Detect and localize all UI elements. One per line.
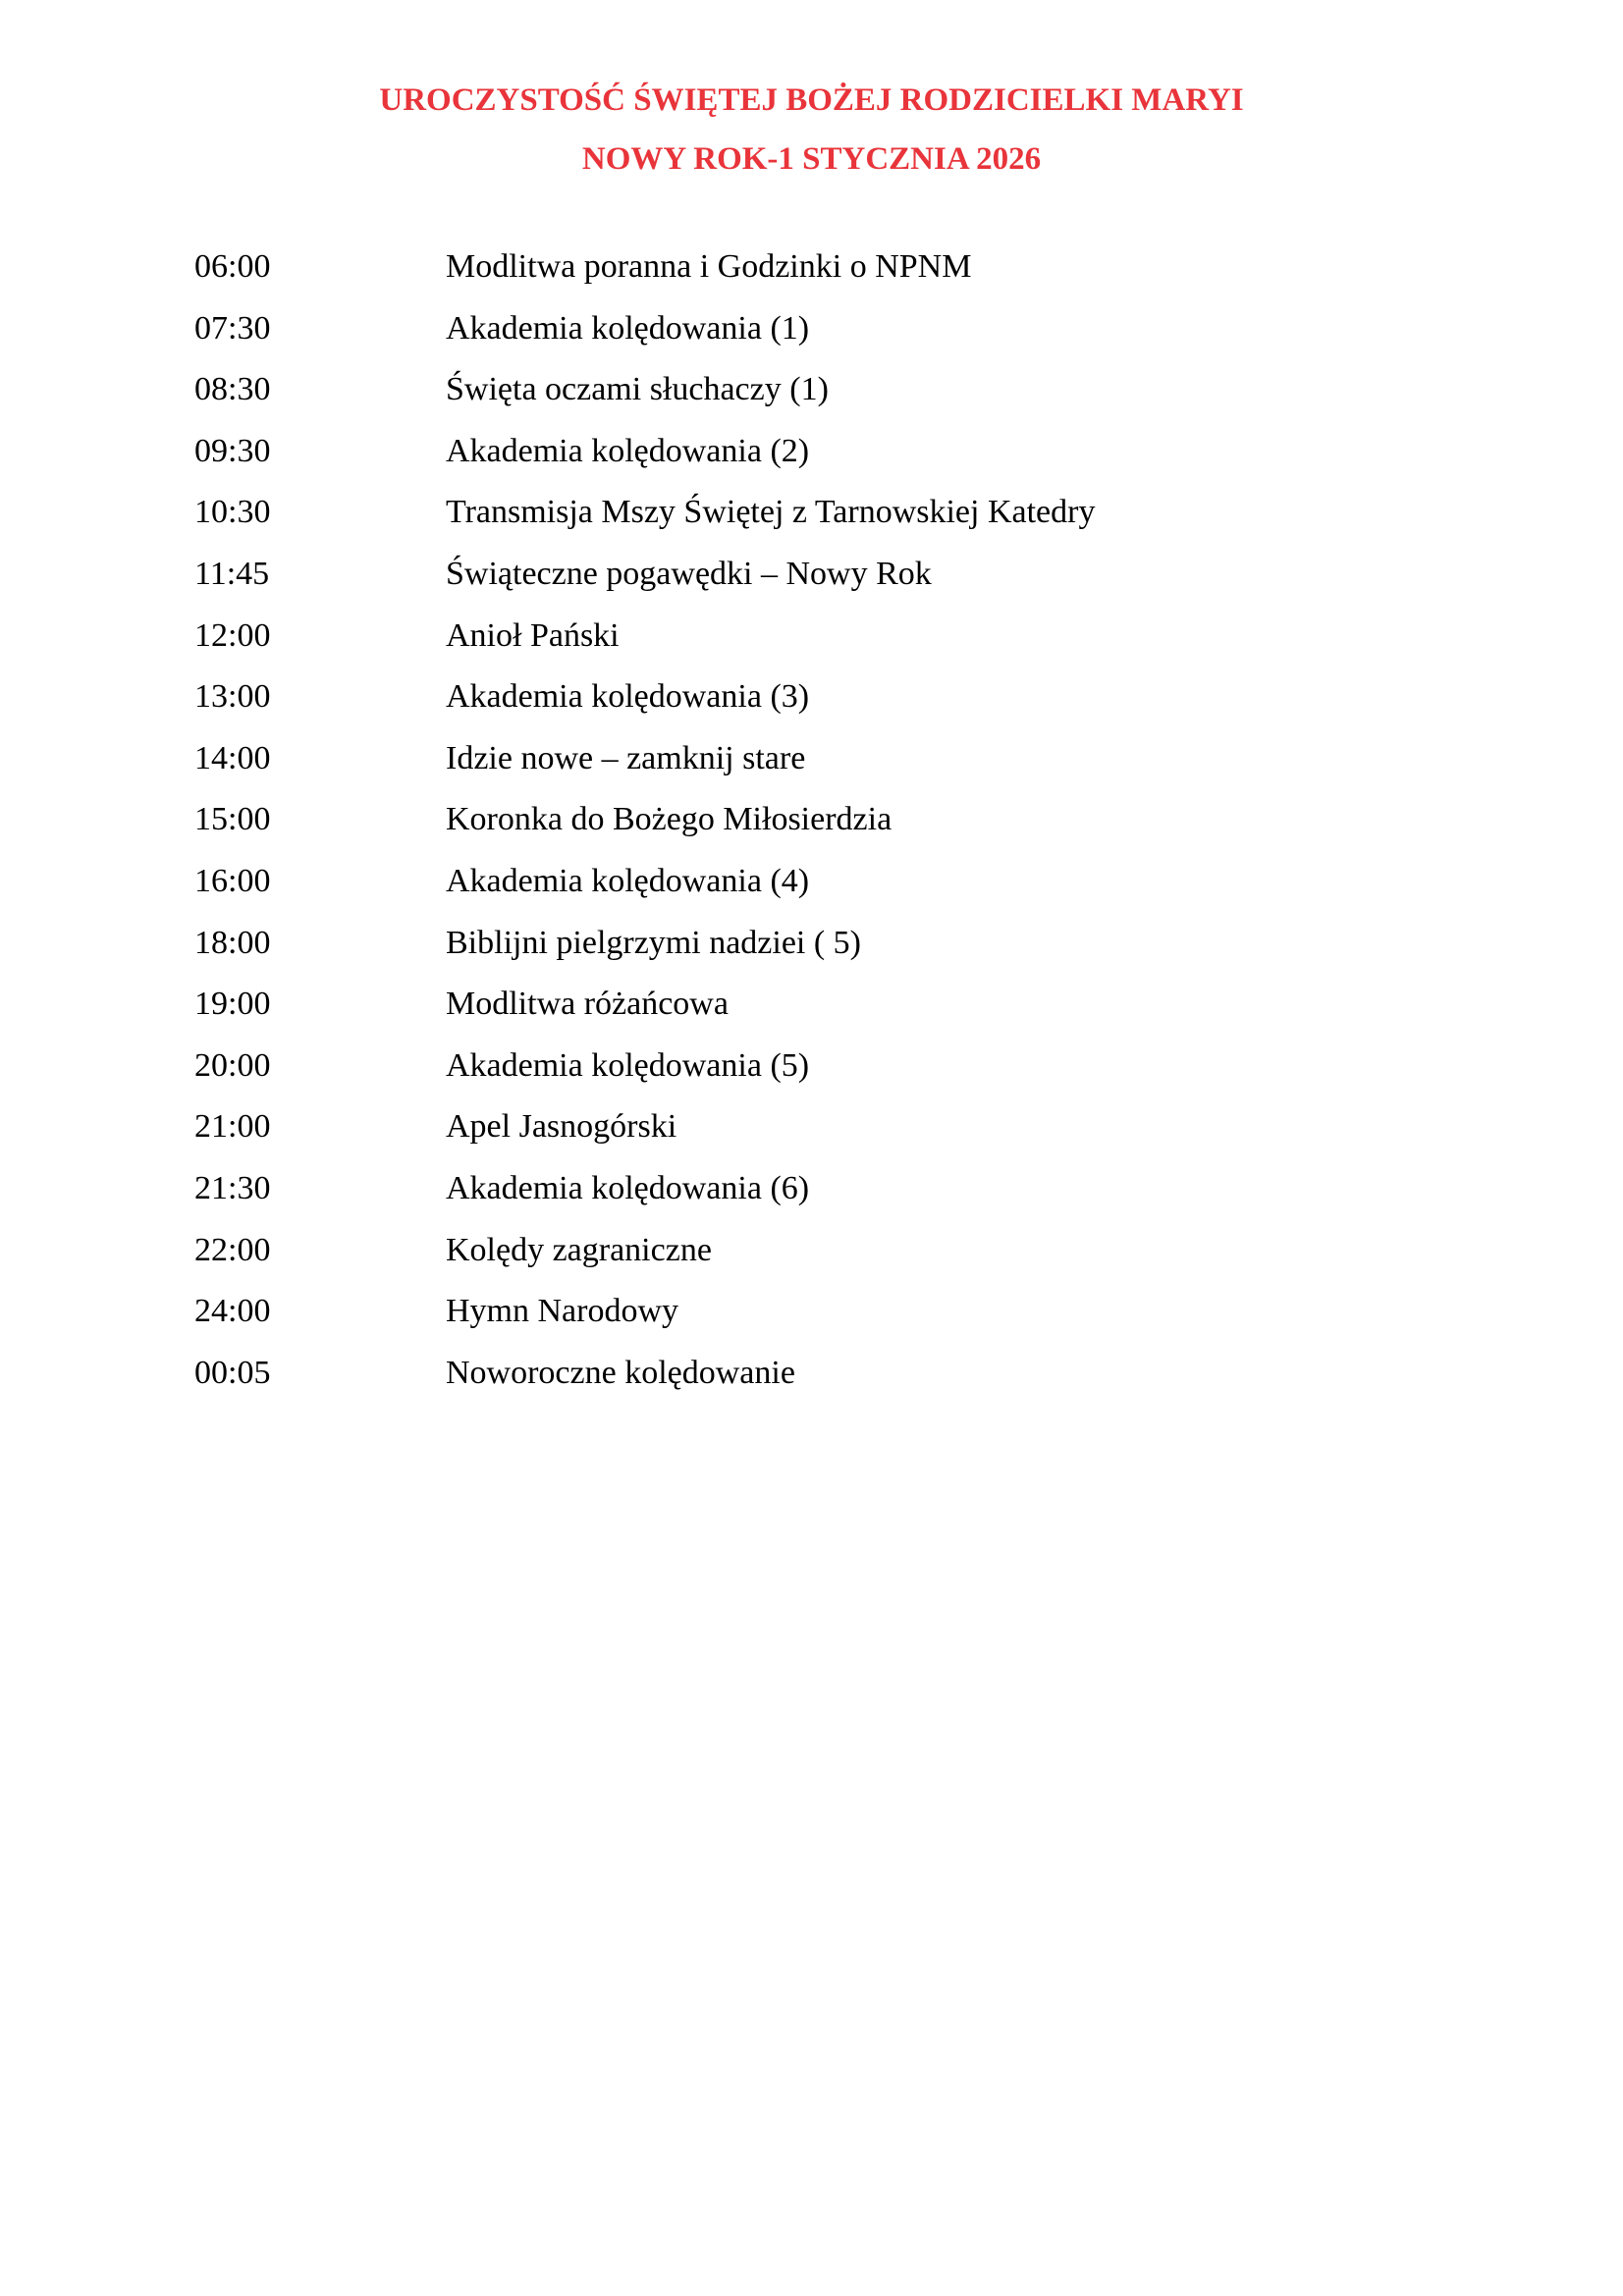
schedule-program-title: Hymn Narodowy <box>446 1293 679 1330</box>
schedule-row <box>0 1036 1623 1097</box>
schedule-time: 21:00 <box>194 1108 271 1146</box>
schedule-time: 08:30 <box>194 371 271 408</box>
schedule-program-title: Modlitwa różańcowa <box>446 986 729 1023</box>
schedule-time: 16:00 <box>194 862 271 899</box>
schedule-time: 22:00 <box>194 1231 271 1268</box>
schedule-time: 21:30 <box>194 1169 271 1206</box>
schedule-row <box>0 789 1623 851</box>
schedule-program-title: Akademia kolędowania (3) <box>446 678 810 716</box>
schedule-row <box>0 1281 1623 1343</box>
schedule-time: 24:00 <box>194 1293 271 1330</box>
schedule-row <box>0 237 1623 298</box>
schedule-row <box>0 851 1623 913</box>
schedule-program-title: Akademia kolędowania (2) <box>446 432 810 469</box>
schedule-program-title: Transmisja Mszy Świętej z Tarnowskiej Katedry <box>446 494 1096 531</box>
page-title: UROCZYSTOŚĆ ŚWIĘTEJ BOŻEJ RODZICIELKI MARYI <box>379 82 1244 118</box>
schedule-program-title: Noworoczne kolędowanie <box>446 1354 795 1391</box>
schedule-program-title: Akademia kolędowania (1) <box>446 309 810 347</box>
schedule-row <box>0 1158 1623 1220</box>
schedule-time: 19:00 <box>194 986 271 1023</box>
schedule-time: 11:45 <box>194 555 270 592</box>
schedule-program-title: Kolędy zagraniczne <box>446 1231 712 1268</box>
schedule-time: 00:05 <box>194 1354 271 1391</box>
schedule-time: 06:00 <box>194 248 271 285</box>
schedule-program-title: Akademia kolędowania (5) <box>446 1046 810 1084</box>
schedule-row <box>0 298 1623 360</box>
schedule-program-title: Święta oczami słuchaczy (1) <box>446 371 829 408</box>
schedule-program-title: Modlitwa poranna i Godzinki o NPNM <box>446 248 972 285</box>
schedule-time: 13:00 <box>194 678 271 716</box>
schedule-row <box>0 1096 1623 1158</box>
schedule-time: 18:00 <box>194 924 271 961</box>
schedule-row <box>0 544 1623 606</box>
schedule-row <box>0 667 1623 728</box>
schedule-time: 14:00 <box>194 739 271 776</box>
schedule-program-title: Akademia kolędowania (4) <box>446 862 810 899</box>
schedule-time: 20:00 <box>194 1046 271 1084</box>
schedule-row <box>0 974 1623 1036</box>
schedule-time: 12:00 <box>194 616 271 654</box>
schedule-program-title: Anioł Pański <box>446 616 620 654</box>
schedule-row <box>0 606 1623 667</box>
schedule-program-title: Koronka do Bożego Miłosierdzia <box>446 801 893 838</box>
schedule-row <box>0 728 1623 790</box>
schedule-row <box>0 1220 1623 1282</box>
schedule-program-title: Akademia kolędowania (6) <box>446 1169 810 1206</box>
schedule-time: 15:00 <box>194 801 271 838</box>
schedule-row <box>0 359 1623 421</box>
schedule-list <box>0 237 1623 1404</box>
schedule-row <box>0 913 1623 975</box>
schedule-program-title: Idzie nowe – zamknij stare <box>446 739 806 776</box>
schedule-time: 09:30 <box>194 432 271 469</box>
schedule-program-title: Świąteczne pogawędki – Nowy Rok <box>446 555 932 592</box>
schedule-row <box>0 482 1623 544</box>
schedule-program-title: Apel Jasnogórski <box>446 1108 677 1146</box>
schedule-row <box>0 421 1623 483</box>
schedule-time: 07:30 <box>194 309 271 347</box>
document-header <box>0 71 1623 188</box>
page-subtitle: NOWY ROK-1 STYCZNIA 2026 <box>581 141 1042 177</box>
schedule-time: 10:30 <box>194 494 271 531</box>
schedule-row <box>0 1343 1623 1405</box>
schedule-program-title: Biblijni pielgrzymi nadziei ( 5) <box>446 924 862 961</box>
